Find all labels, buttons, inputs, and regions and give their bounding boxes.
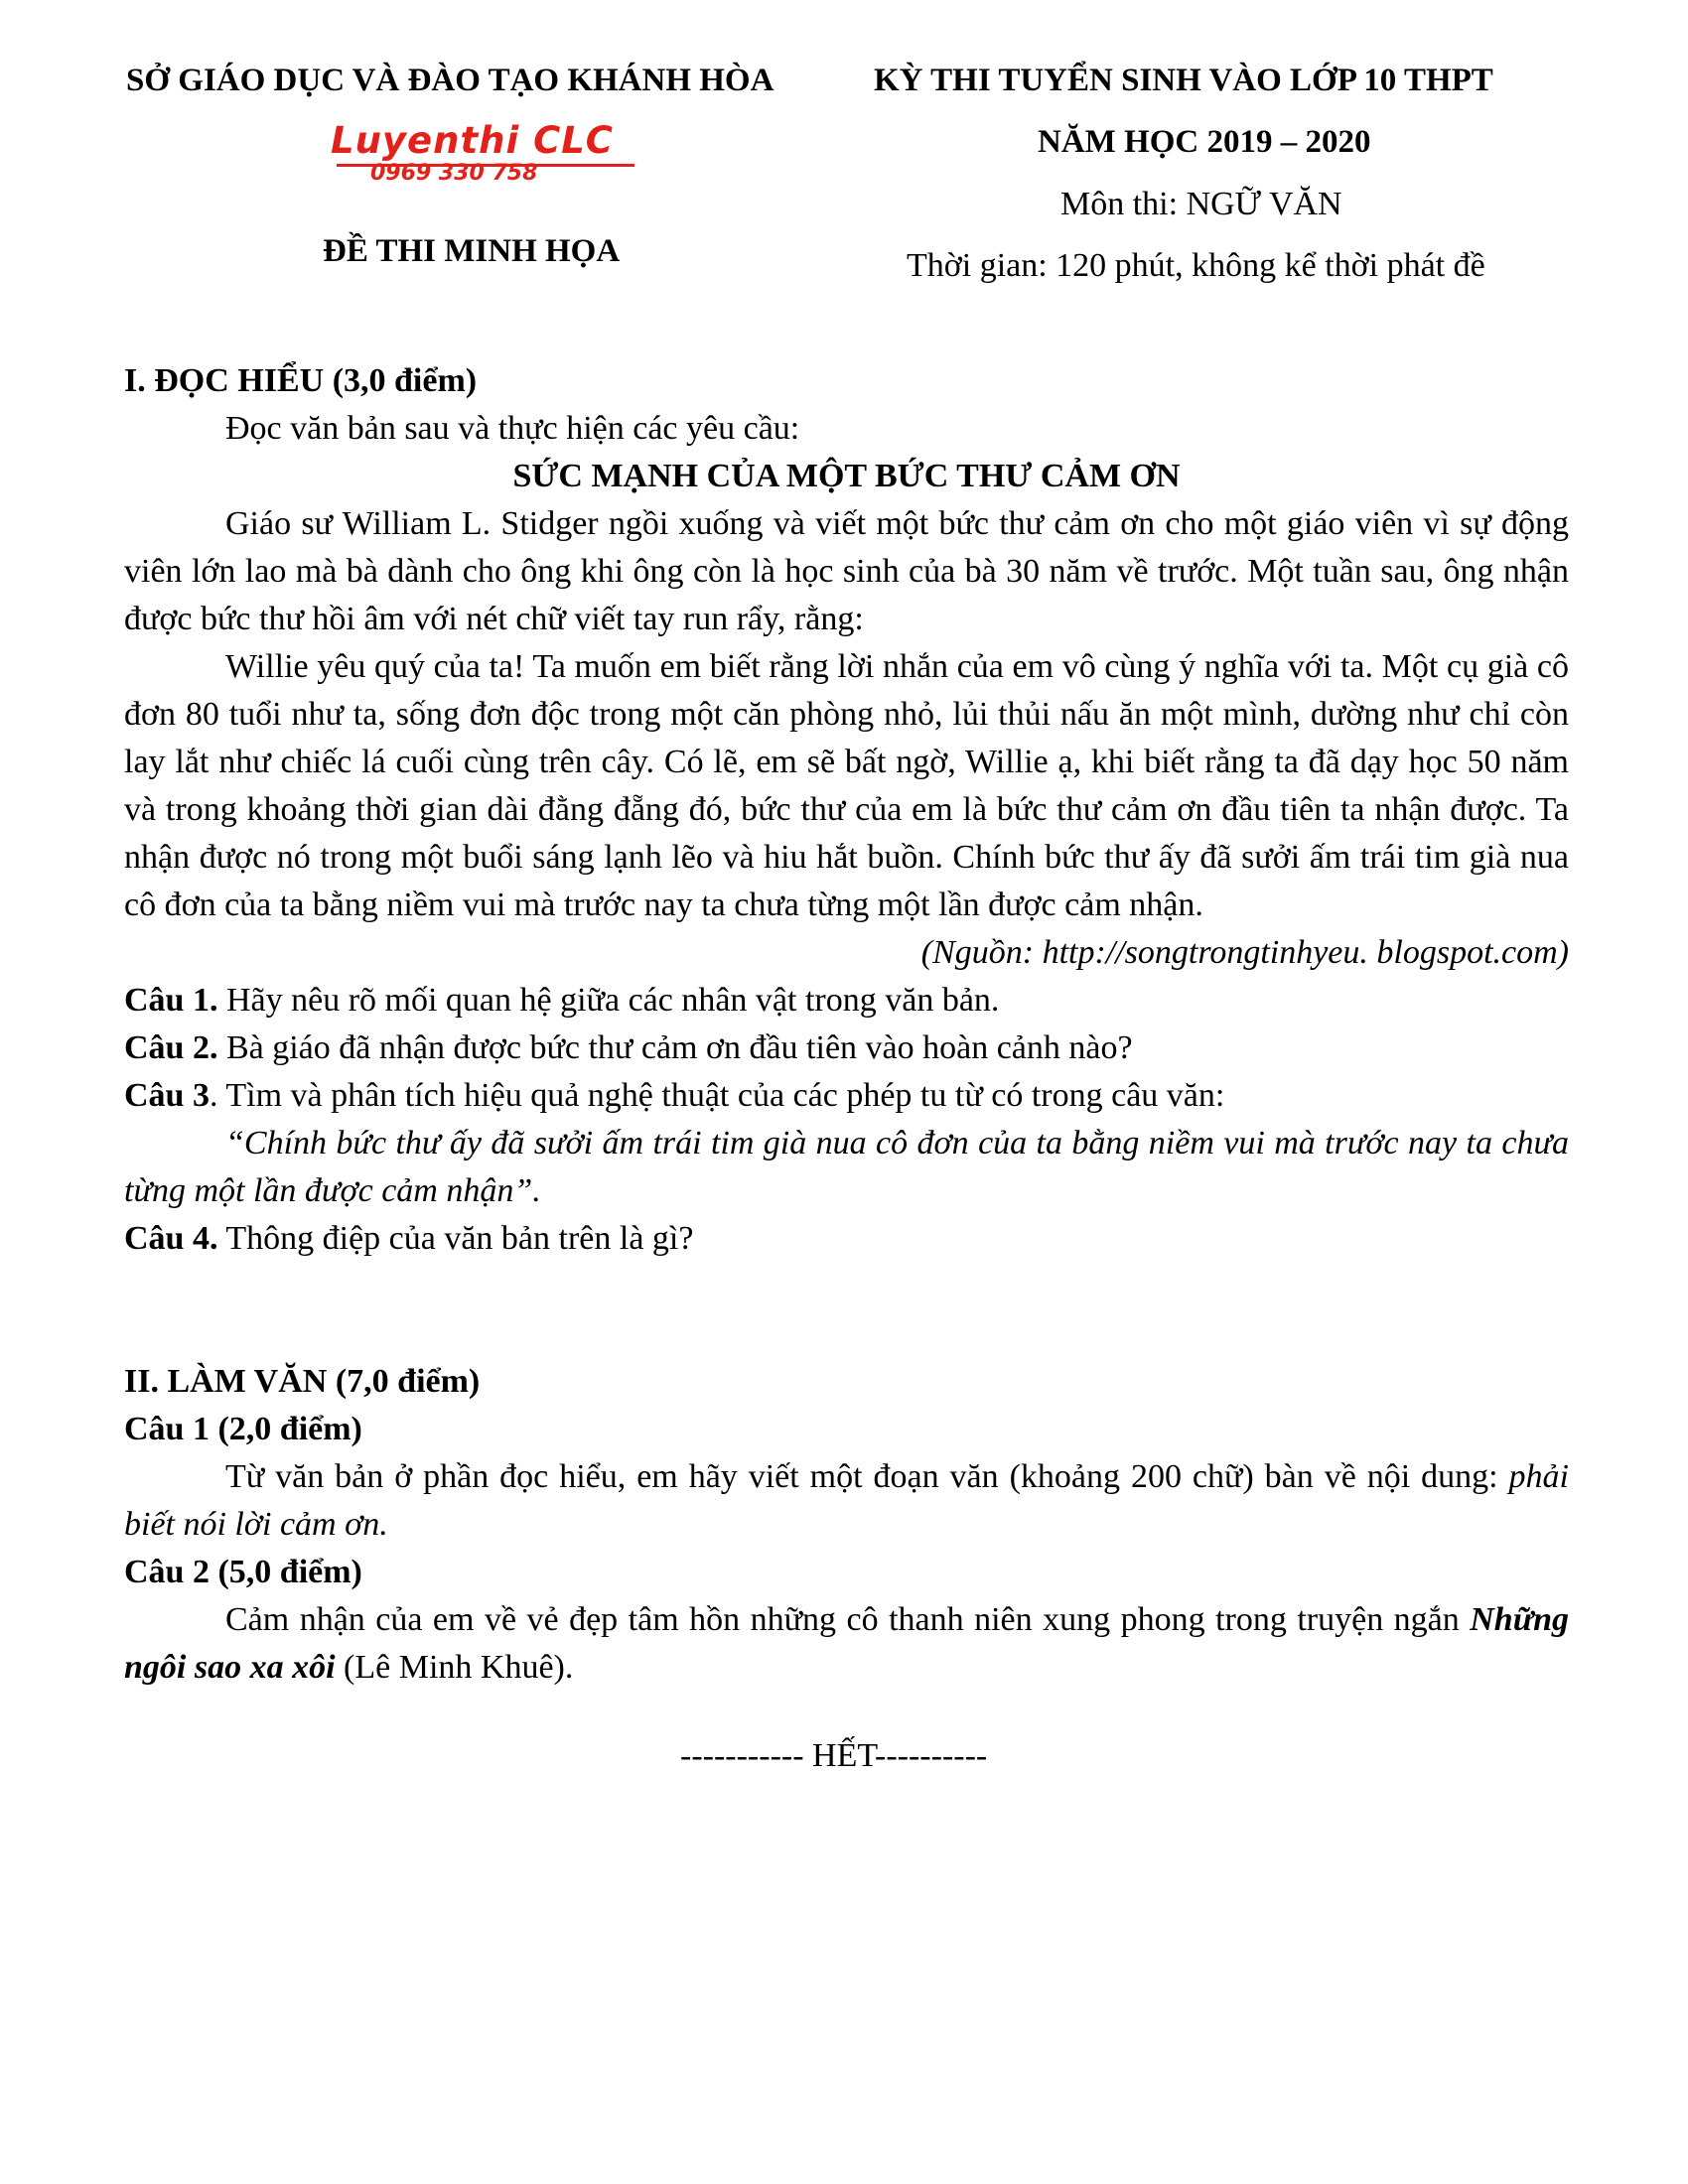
- exam-type: ĐỀ THI MINH HỌA: [323, 233, 621, 269]
- essay-q2-prompt: [124, 1596, 1569, 1692]
- essay-q1-heading: Câu 1 (2,0 điểm): [124, 1411, 362, 1447]
- section1-heading: I. ĐỌC HIỂU (3,0 điểm): [124, 362, 478, 399]
- essay-q2-work: Những ngôi sao xa xôi: [124, 1601, 1569, 1686]
- exam-subject: Môn thi: NGỮ VĂN: [1060, 186, 1342, 222]
- essay-q2-heading: Câu 2 (5,0 điểm): [124, 1554, 362, 1590]
- question-3-label: Câu 3: [124, 1077, 210, 1114]
- luyenthi-logo: [331, 119, 643, 194]
- question-2-label: Câu 2.: [124, 1029, 218, 1066]
- section1-instruction: Đọc văn bản sau và thực hiện các yêu cầu:: [225, 410, 800, 447]
- question-1-label: Câu 1.: [124, 982, 218, 1019]
- passage-title: SỨC MẠNH CỦA MỘT BỨC THƯ CẢM ƠN: [512, 458, 1181, 494]
- logo-phone: 0969 330 758: [370, 161, 538, 186]
- question-4: [124, 1215, 1569, 1263]
- section-reading: [124, 357, 1569, 1263]
- question-1: [124, 977, 1569, 1024]
- essay-q2-author: (Lê Minh Khuê).: [335, 1649, 574, 1686]
- essay-q1-prompt: [124, 1453, 1569, 1549]
- question-3-quote: “Chính bức thư ấy đã sưởi ấm trái tim già nua cô đơn của ta bằng niềm vui mà trước nay ta chưa từng một lần được cảm nhận”.: [124, 1125, 1569, 1209]
- essay-q1-topic: phải biết nói lời cảm ơn.: [124, 1458, 1569, 1543]
- question-1-text: Hãy nêu rõ mối quan hệ giữa các nhân vật trong văn bản.: [217, 982, 1000, 1019]
- passage-paragraph-2: Willie yêu quý của ta! Ta muốn em biết rằng lời nhắn của em vô cùng ý nghĩa với ta. Một cụ già cô đơn 80 tuổi như ta, sống đơn độc trong một căn phòng nhỏ, lủi thủi nấu ăn một mình, dường như chỉ còn lay lắt như chiếc lá cuối cùng trên cây. Có lẽ, em sẽ bất ngờ, Willie ạ, khi biết rằng ta đã dạy học 50 năm và trong khoảng thời gian dài đằng đẵng đó, bức thư của em là bức thư cảm ơn đầu tiên ta nhận được. Ta nhận được nó trong một buổi sáng lạnh lẽo và hiu hắt buồn. Chính bức thư ấy đã sưởi ấm trái tim già nua cô đơn của ta bằng niềm vui mà trước nay ta chưa từng một lần được cảm nhận.: [124, 648, 1569, 923]
- question-3-text: . Tìm và phân tích hiệu quả nghệ thuật của các phép tu từ có trong câu văn:: [209, 1077, 1225, 1114]
- exam-name: KỲ THI TUYỂN SINH VÀO LỚP 10 THPT: [874, 63, 1493, 98]
- question-4-label: Câu 4.: [124, 1220, 218, 1257]
- question-2-text: Bà giáo đã nhận được bức thư cảm ơn đầu tiên vào hoàn cảnh nào?: [217, 1029, 1133, 1066]
- section2-heading: II. LÀM VĂN (7,0 điểm): [124, 1363, 481, 1400]
- passage-paragraph-1: Giáo sư William L. Stidger ngồi xuống và viết một bức thư cảm ơn cho một giáo viên vì sự động viên lớn lao mà bà dành cho ông khi ông còn là học sinh của bà 30 năm về trước. Một tuần sau, ông nhận được bức thư hồi âm với nét chữ viết tay run rẩy, rằng:: [124, 505, 1569, 637]
- section-writing: [124, 1358, 1569, 1692]
- school-year: NĂM HỌC 2019 – 2020: [1038, 124, 1371, 160]
- end-mark: ----------- HẾT----------: [680, 1737, 988, 1774]
- department-name: SỞ GIÁO DỤC VÀ ĐÀO TẠO KHÁNH HÒA: [126, 63, 774, 98]
- logo-title: Luyenthi CLC: [331, 119, 614, 162]
- question-3: [124, 1072, 1569, 1120]
- essay-q1-text: Từ văn bản ở phần đọc hiểu, em hãy viết một đoạn văn (khoảng 200 chữ) bàn về nội dung:: [225, 1458, 1509, 1495]
- passage-source: (Nguồn: http://songtrongtinhyeu. blogspot.com): [920, 934, 1569, 971]
- essay-q2-text: Cảm nhận của em về vẻ đẹp tâm hồn những cô thanh niên xung phong trong truyện ngắn: [225, 1601, 1471, 1638]
- question-4-text: Thông điệp của văn bản trên là gì?: [217, 1220, 694, 1257]
- exam-time: Thời gian: 120 phút, không kể thời phát đề: [907, 247, 1485, 284]
- question-2: [124, 1024, 1569, 1072]
